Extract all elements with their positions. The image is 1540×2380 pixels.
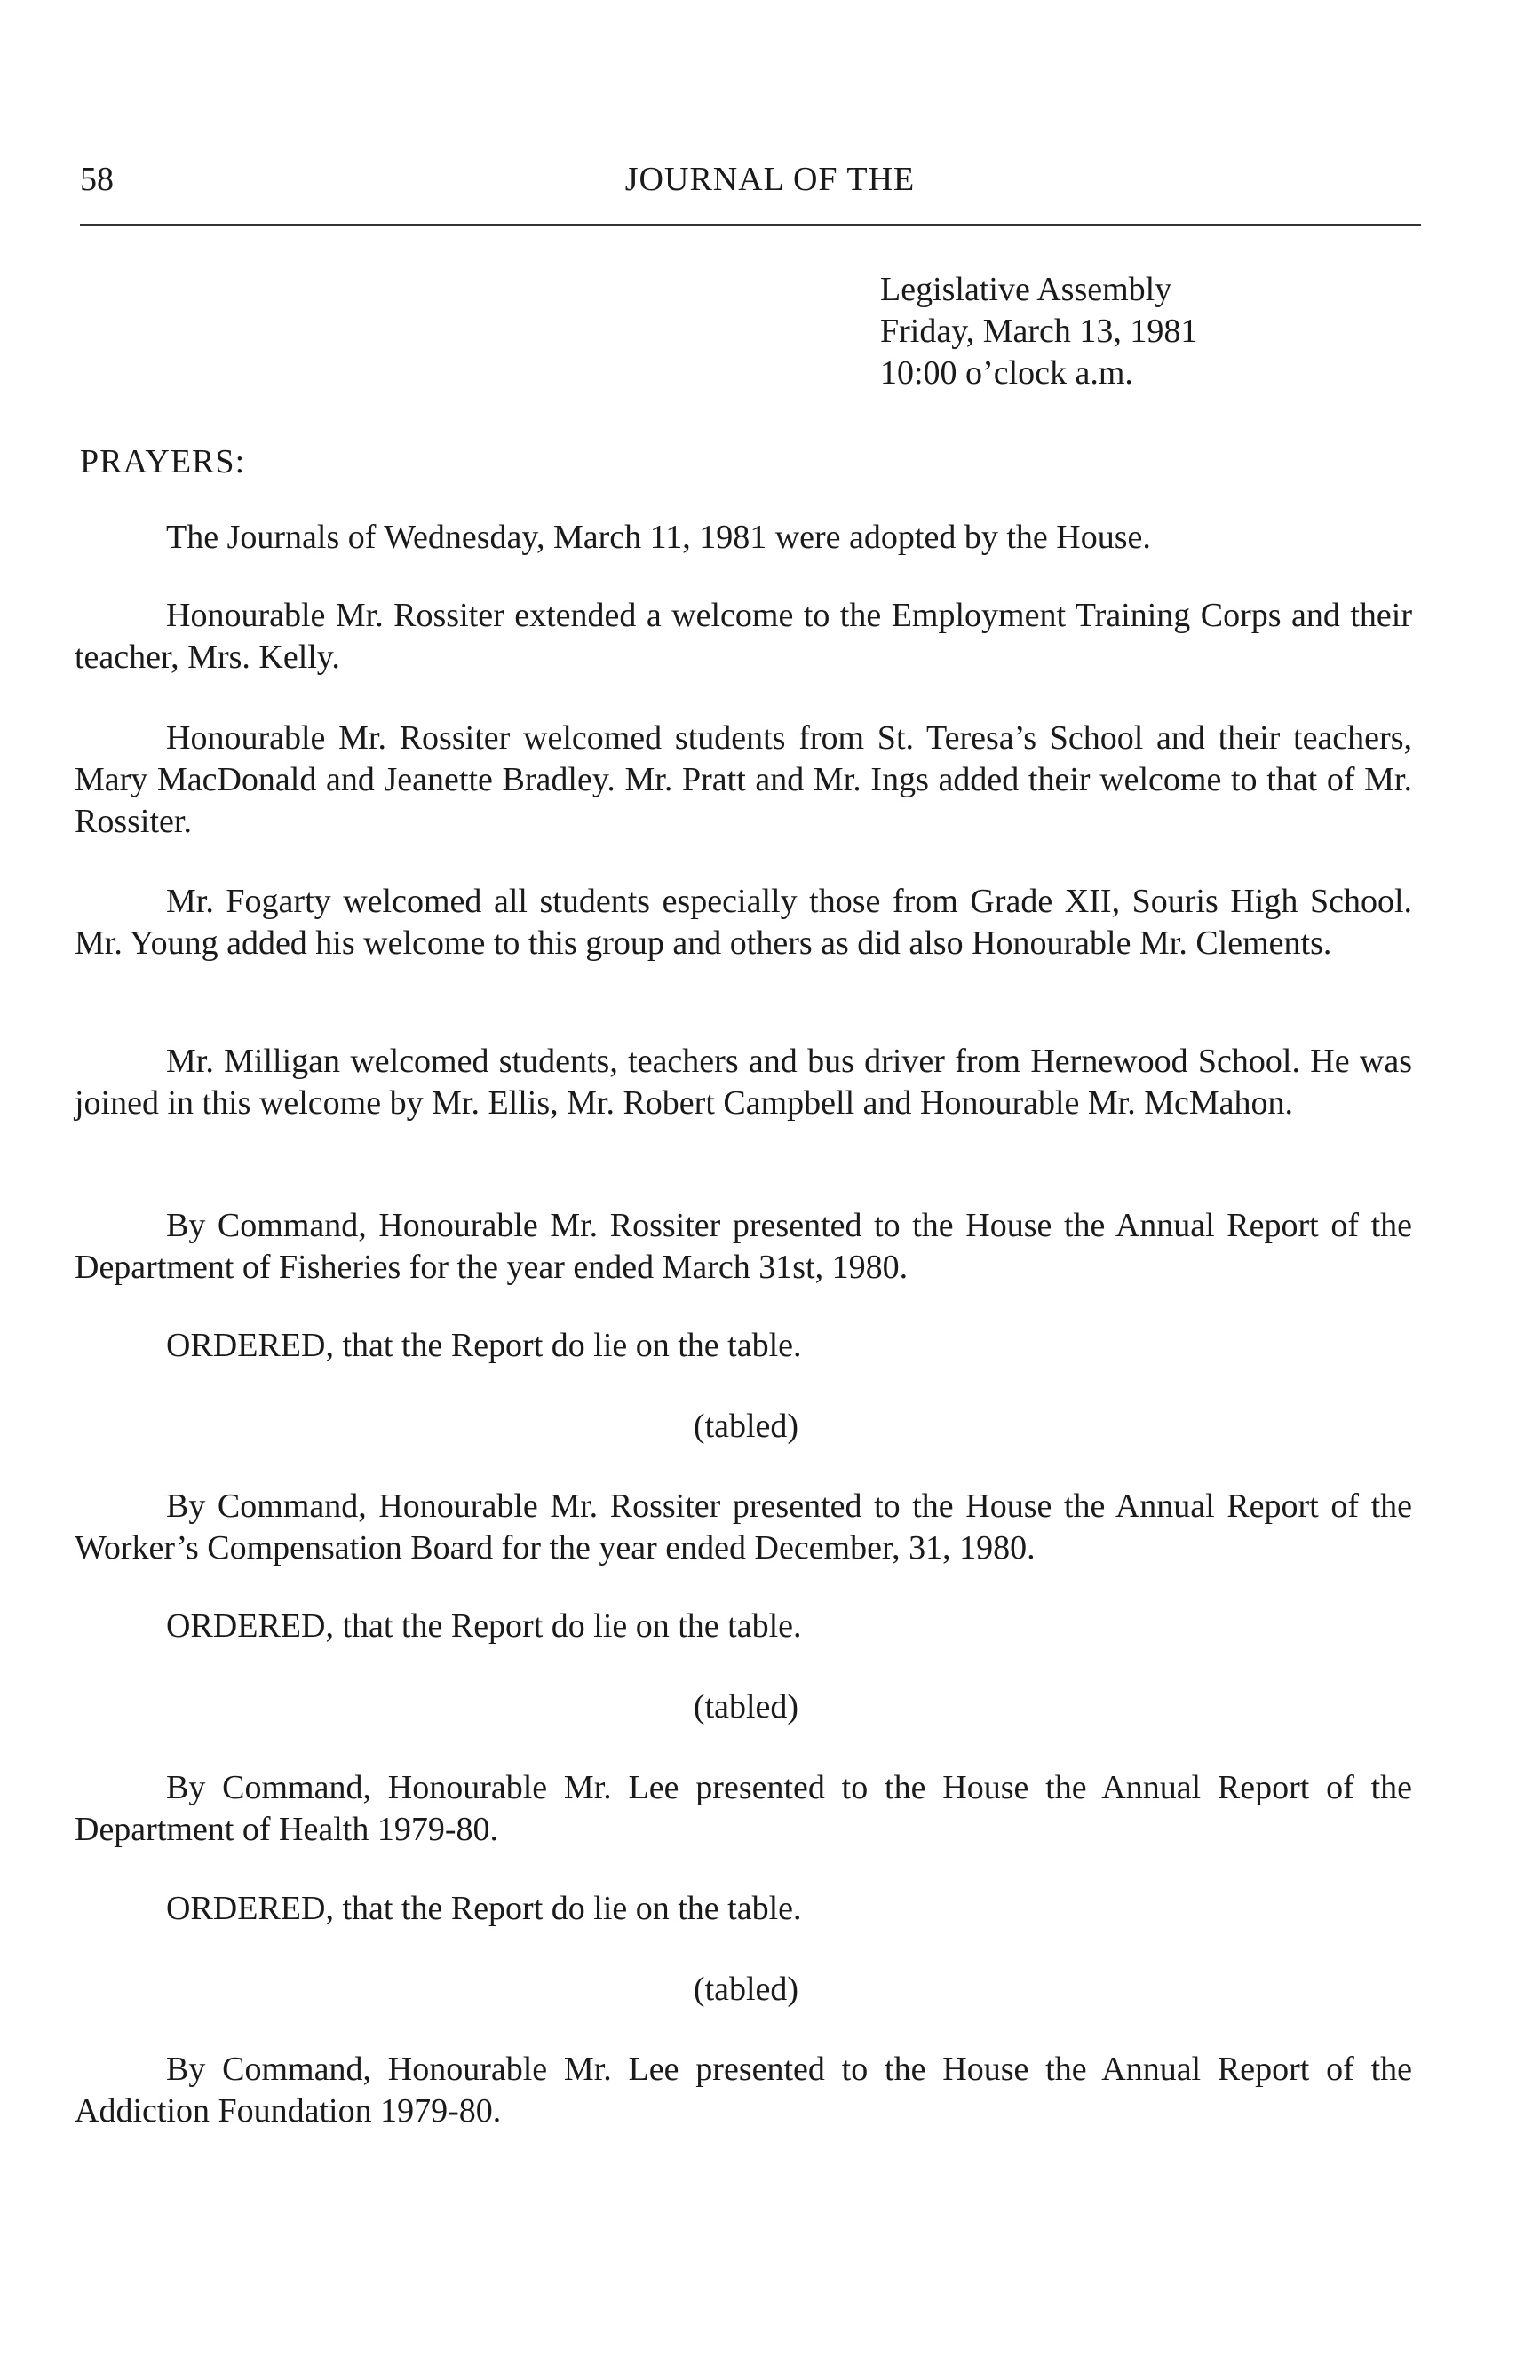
paragraph-ordered-1: ORDERED, that the Report do lie on the table. [166, 1327, 802, 1364]
paragraph-welcome-hernewood: Mr. Milligan welcomed students, teachers and bus driver from Hernewood School. He was joined in this welcome by Mr. Ellis, Mr. Robert Campbell and Honourable Mr. McMahon. [75, 1043, 1412, 1122]
header-rule [80, 224, 1421, 226]
paragraph-report-fisheries: By Command, Honourable Mr. Rossiter presented to the House the Annual Report of the Department of Fisheries for the year ended March 31st, 1980. [75, 1207, 1412, 1286]
paragraph-welcome-st-teresas: Honourable Mr. Rossiter welcomed students from St. Teresa’s School and their teachers, Mary MacDonald and Jeanette Bradley. Mr. Pratt and Mr. Ings added their welcome to that of Mr. Rossiter. [75, 719, 1412, 840]
sitting-block [880, 269, 1197, 394]
tabled-note-2: (tabled) [693, 1688, 799, 1726]
paragraph-report-health: By Command, Honourable Mr. Lee presented to the House the Annual Report of the Department of Health 1979-80. [75, 1769, 1412, 1848]
tabled-note-1: (tabled) [693, 1408, 799, 1445]
paragraph-welcome-training-corps: Honourable Mr. Rossiter extended a welcome to the Employment Training Corps and their teacher, Mrs. Kelly. [75, 597, 1412, 676]
paragraph-report-addiction-foundation: By Command, Honourable Mr. Lee presented to the House the Annual Report of the Addiction Foundation 1979-80. [75, 2051, 1412, 2130]
sitting-body: Legislative Assembly [880, 271, 1172, 308]
sitting-time: 10:00 o’clock a.m. [880, 354, 1133, 392]
paragraph-ordered-3: ORDERED, that the Report do lie on the table. [166, 1890, 802, 1927]
prayers-label: PRAYERS: [80, 443, 246, 480]
running-title: JOURNAL OF THE [624, 161, 916, 198]
page-number: 58 [80, 161, 114, 198]
paragraph-welcome-souris: Mr. Fogarty welcomed all students especially those from Grade XII, Souris High School. Mr. Young added his welcome to this group and others as did also Honourable Mr. Clements. [75, 883, 1412, 962]
paragraph-journals-adopted: The Journals of Wednesday, March 11, 1981 were adopted by the House. [166, 519, 1151, 556]
paragraph-ordered-2: ORDERED, that the Report do lie on the table. [166, 1607, 802, 1645]
sitting-date: Friday, March 13, 1981 [880, 313, 1198, 350]
tabled-note-3: (tabled) [693, 1971, 799, 2008]
paragraph-report-workers-compensation: By Command, Honourable Mr. Rossiter presented to the House the Annual Report of the Worker’s Compensation Board for the year ended December, 31, 1980. [75, 1488, 1412, 1567]
